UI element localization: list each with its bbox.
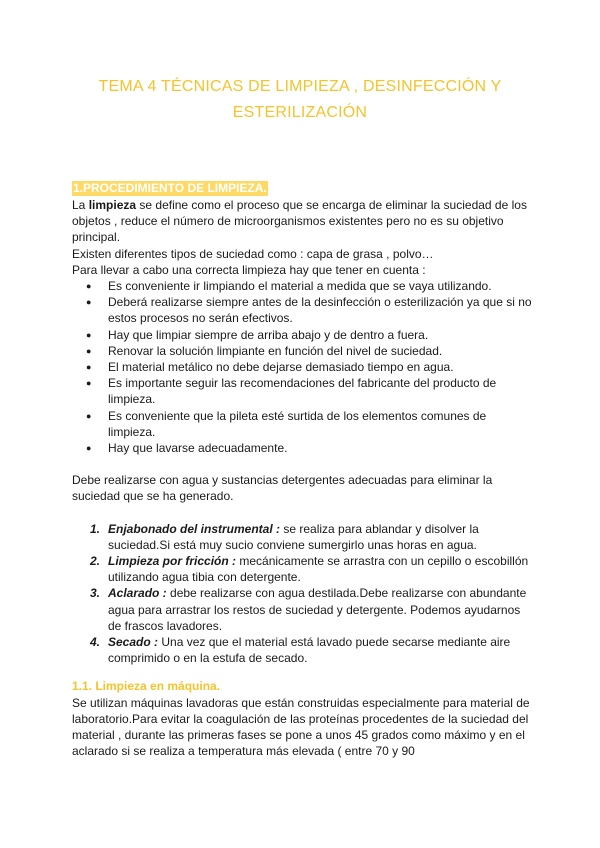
- list-item: ● Es conveniente que la pileta esté surtida de los elementos comunes de limpieza.: [72, 408, 532, 440]
- item-text: debe realizarse con agua destilada.Debe realizarse con abundante agua para arrastrar los restos de suciedad y detergente. Podemos ayudarnos de frascos lavadores.: [108, 586, 527, 633]
- definition-paragraph: [72, 197, 532, 246]
- item-number: 4.: [90, 635, 101, 650]
- document-title: [60, 74, 540, 126]
- definition-term: limpieza: [88, 198, 137, 212]
- item-term: Enjabonado del instrumental :: [108, 521, 281, 536]
- list-item: [72, 553, 532, 585]
- list-item: ● Renovar la solución limpiante en función del nivel de suciedad.: [72, 343, 532, 359]
- list-item: ● Hay que limpiar siempre de arriba abajo y de dentro a fuera.: [72, 327, 532, 343]
- paragraph: Existen diferentes tipos de suciedad como : capa de grasa , polvo…: [72, 246, 434, 261]
- document-body: [72, 180, 532, 760]
- item-number: 1.: [90, 521, 101, 536]
- list-item: ● Es conveniente ir limpiando el material a medida que se vaya utilizando.: [72, 278, 532, 294]
- title-line-1: TEMA 4 TÉCNICAS DE LIMPIEZA , DESINFECCIÓN Y: [98, 78, 502, 95]
- list-item: [72, 521, 532, 553]
- item-term: Secado :: [108, 635, 159, 650]
- bullet-list: [72, 278, 532, 456]
- numbered-list: [72, 521, 532, 667]
- definition-prefix: La: [72, 198, 89, 212]
- list-item: ● El material metálico no debe dejarse demasiado tiempo en agua.: [72, 359, 532, 375]
- list-item: ● Hay que lavarse adecuadamente.: [72, 440, 532, 456]
- item-text: se realiza para ablandar y disolver la suciedad.Si está muy sucio conviene sumergirlo unas horas en agua.: [108, 521, 479, 552]
- subsection-heading: 1.1. Limpieza en máquina.: [72, 679, 221, 694]
- list-item: ● Deberá realizarse siempre antes de la desinfección o esterilización ya que si no estos procesos no serán efectivos.: [72, 294, 532, 326]
- title-line-2: ESTERILIZACIÓN: [232, 104, 368, 121]
- item-text: Una vez que el material está lavado puede secarse mediante aire comprimido o en la estufa de secado.: [108, 635, 511, 666]
- section-heading: 1.PROCEDIMIENTO DE LIMPIEZA.: [73, 181, 267, 195]
- list-item: ● Es importante seguir las recomendaciones del fabricante del producto de limpieza.: [72, 375, 532, 407]
- paragraph: Debe realizarse con agua y sustancias detergentes adecuadas para eliminar la suciedad que se ha generado.: [72, 473, 493, 504]
- definition-text: se define como el proceso que se encarga de eliminar la suciedad de los objetos , reduce el número de microorganismos existentes pero no es su objetivo principal.: [72, 198, 527, 245]
- paragraph: Para llevar a cabo una correcta limpieza hay que tener en cuenta :: [72, 262, 426, 277]
- item-term: Aclarado :: [108, 586, 167, 601]
- item-number: 2.: [90, 554, 101, 569]
- paragraph: Se utilizan máquinas lavadoras que están construidas especialmente para material de laboratorio.Para evitar la coagulación de las proteínas procedentes de la suciedad del material , durante las primeras fases se pone a unos 45 grados como máximo y en el aclarado si se realiza a temperatura más elevada ( entre 70 y 90: [72, 695, 530, 759]
- list-item: [72, 585, 532, 634]
- item-text: mecánicamente se arrastra con un cepillo o escobillón utilizando agua tibia con detergente.: [108, 554, 529, 585]
- item-term: Limpieza por fricción :: [108, 554, 237, 569]
- list-item: [72, 634, 532, 666]
- item-number: 3.: [90, 586, 101, 601]
